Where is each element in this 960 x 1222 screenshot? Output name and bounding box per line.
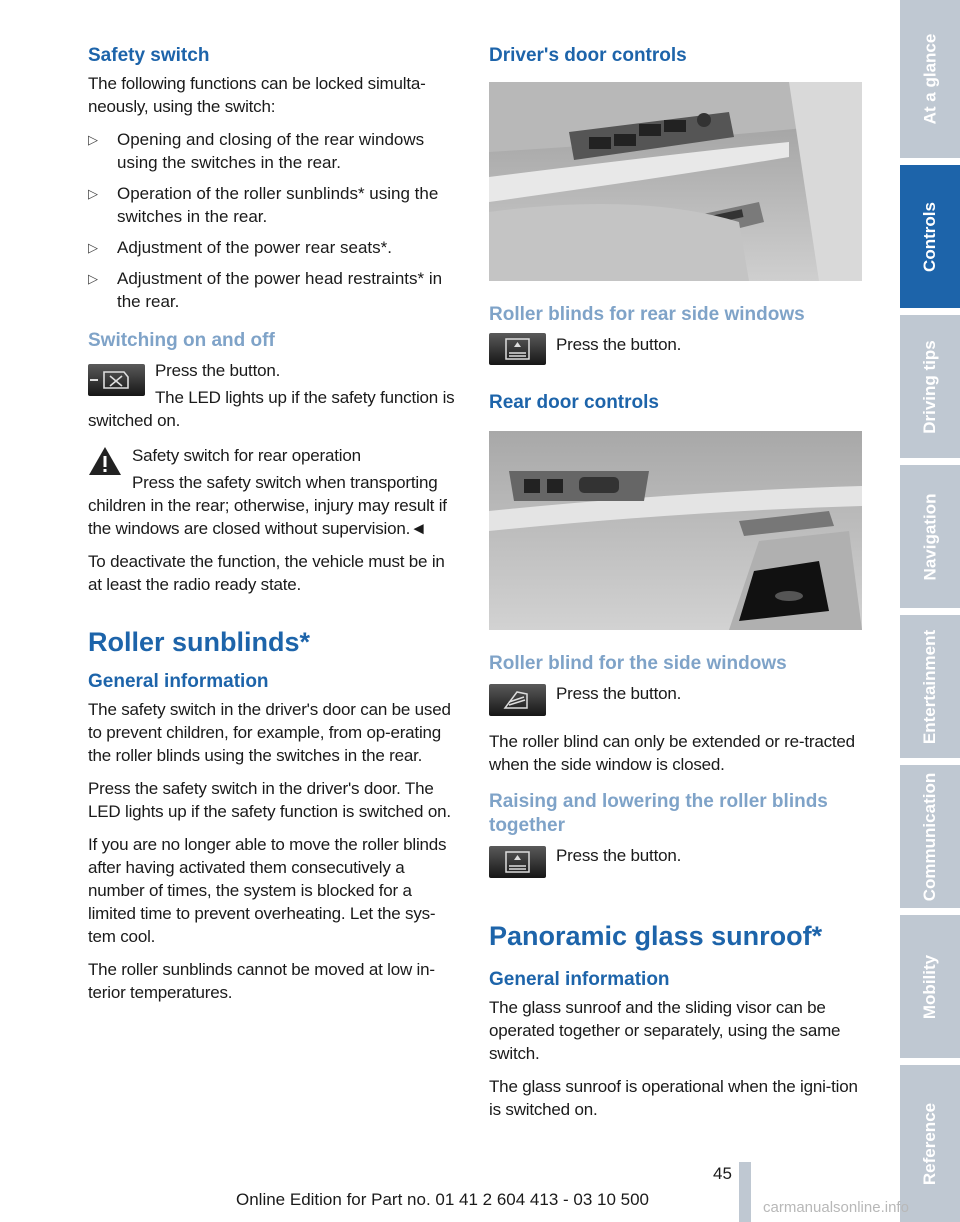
drivers-door-photo (489, 82, 862, 281)
tab-driving-tips[interactable]: Driving tips (900, 315, 960, 458)
edition-footer: Online Edition for Part no. 01 41 2 604 413 - 03 10 500 (236, 1190, 650, 1209)
bullet-arrow-icon: ▷ (88, 240, 98, 255)
right-column (489, 44, 862, 1131)
tab-entertainment[interactable]: Entertainment (900, 615, 960, 758)
warning-triangle-icon (88, 446, 122, 476)
roller-blinds-together-button-icon (489, 846, 546, 878)
watermark-text: carmanualsonline.info (763, 1199, 909, 1216)
rear-door-heading: Rear door controls (489, 392, 659, 413)
raising-press-text: Press the button. (556, 846, 682, 865)
list-item: ▷ Adjustment of the power rear seats*. (88, 238, 392, 257)
roller-rear-button-row (489, 333, 862, 373)
roller-side-description: The roller blind can only be extended or re-tracted when the side window is closed. (489, 732, 855, 774)
tab-controls[interactable]: Controls (900, 165, 960, 308)
warning-text: Press the safety switch when transporting children in the rear; otherwise, injury may result if the windows are closed without supervision.◄ (88, 473, 447, 538)
general-paragraph-1: The safety switch in the driver's door can be used to prevent children, for example, from op-erating the roller blinds using the switches in the rear. (88, 700, 451, 765)
rear-door-photo (489, 431, 862, 630)
roller-sunblinds-heading: Roller sunblinds* (88, 627, 311, 657)
tab-reference[interactable]: Reference (900, 1065, 960, 1222)
roller-rear-heading: Roller blinds for rear side windows (489, 304, 805, 325)
switching-heading: Switching on and off (88, 330, 275, 351)
window-lock-button-icon (88, 364, 145, 396)
page-number-bar (739, 1162, 751, 1222)
warning-title: Safety switch for rear operation (132, 446, 361, 465)
roller-side-button-row (489, 682, 862, 722)
list-item: ▷ Operation of the roller sunblinds* using the switches in the rear. (88, 184, 439, 226)
switching-led-text: The LED lights up if the safety function is switched on. (88, 388, 455, 430)
roller-blind-side-button-icon (489, 684, 546, 716)
left-column (88, 44, 462, 1014)
bullet-arrow-icon: ▷ (88, 186, 98, 201)
panoramic-sunroof-heading: Panoramic glass sunroof* (489, 921, 823, 951)
safety-button-row (88, 359, 462, 432)
panoramic-paragraph-1: The glass sunroof and the sliding visor can be operated together or separately, using the same switch. (489, 998, 841, 1063)
roller-rear-press-text: Press the button. (556, 335, 682, 354)
chapter-sidebar (900, 0, 960, 1222)
general-paragraph-2: Press the safety switch in the driver's door. The LED lights up if the safety function is switched on. (88, 779, 451, 821)
safety-switch-heading: Safety switch (88, 45, 210, 66)
raising-button-row (489, 844, 862, 884)
roller-side-heading: Roller blind for the side windows (489, 653, 787, 674)
panoramic-general-heading: General information (489, 969, 670, 990)
tab-at-a-glance[interactable]: At a glance (900, 0, 960, 158)
panoramic-paragraph-2: The glass sunroof is operational when the igni-tion is switched on. (489, 1077, 858, 1119)
list-item: ▷ Adjustment of the power head restraints* in the rear. (88, 269, 443, 311)
switching-press-text: Press the button. (155, 361, 281, 380)
page-number: 45 (713, 1164, 732, 1183)
safety-bullet-list (88, 128, 462, 313)
bullet-arrow-icon: ▷ (88, 132, 98, 147)
warning-block (88, 444, 462, 540)
general-info-heading: General information (88, 671, 269, 692)
tab-communication[interactable]: Communication (900, 765, 960, 908)
deactivate-text: To deactivate the function, the vehicle must be in at least the radio ready state. (88, 552, 445, 594)
roller-side-press-text: Press the button. (556, 684, 682, 703)
raising-lowering-heading: Raising and lowering the roller blinds together (489, 791, 828, 836)
drivers-door-heading: Driver's door controls (489, 45, 687, 66)
general-paragraph-3: If you are no longer able to move the roller blinds after having activated them consecutively a number of times, the system is blocked for a limited time to prevent overheating. Let the sys-tem cool. (88, 835, 447, 946)
roller-blind-rear-button-icon (489, 333, 546, 365)
safety-intro: The following functions can be locked simulta-neously, using the switch: (88, 74, 426, 116)
bullet-arrow-icon: ▷ (88, 271, 98, 286)
list-item: ▷ Opening and closing of the rear windows using the switches in the rear. (88, 130, 425, 172)
tab-navigation[interactable]: Navigation (900, 465, 960, 608)
general-paragraph-4: The roller sunblinds cannot be moved at low in-terior temperatures. (88, 960, 435, 1002)
tab-mobility[interactable]: Mobility (900, 915, 960, 1058)
